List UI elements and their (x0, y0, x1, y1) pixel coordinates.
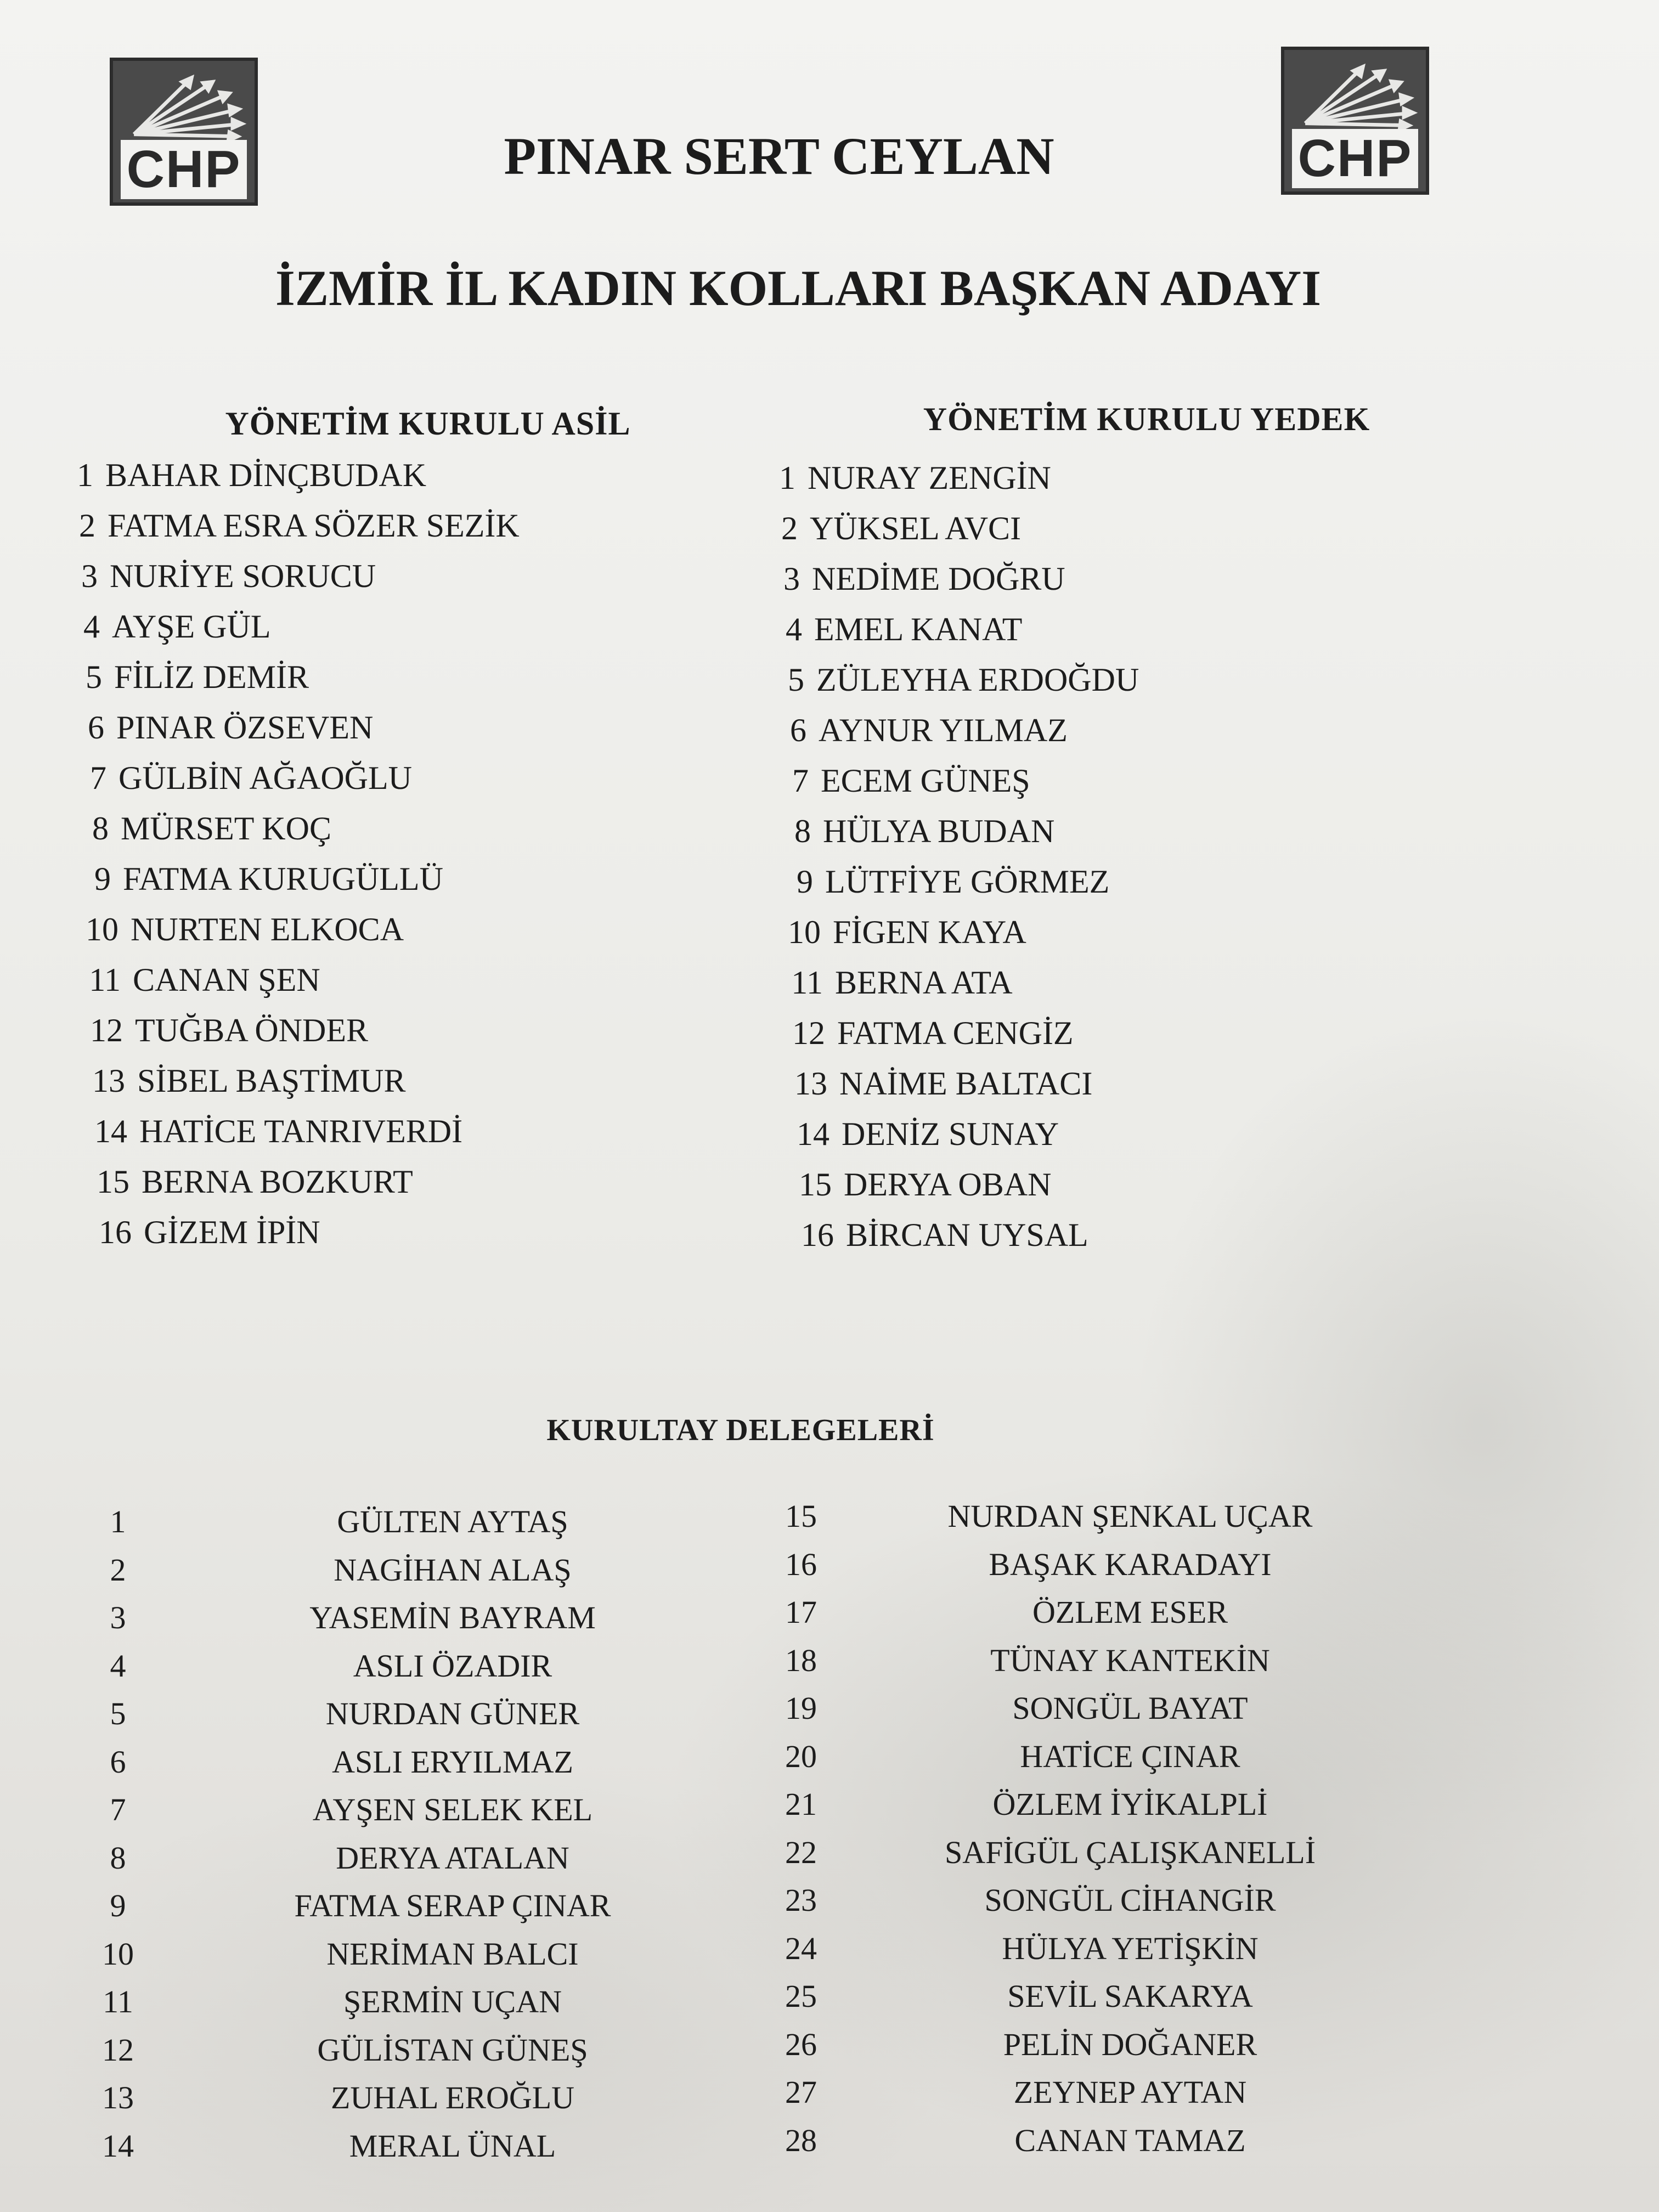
delegate-row (91, 2122, 661, 2170)
item-number: 4 (786, 611, 802, 647)
delegate-row (774, 1541, 1377, 1589)
item-name: HÜLYA BUDAN (823, 813, 1055, 849)
list-item (757, 453, 1130, 503)
delegate-number: 9 (110, 1888, 126, 1923)
list-item (770, 755, 1143, 806)
delegate-name: PELİN DOĞANER (1003, 2026, 1257, 2062)
list-item (75, 904, 537, 955)
item-number: 7 (90, 760, 106, 796)
item-number: 15 (799, 1166, 832, 1203)
item-number: 14 (94, 1113, 127, 1149)
item-number: 9 (94, 861, 111, 897)
item-name: DENİZ SUNAY (842, 1116, 1059, 1152)
list-item (761, 554, 1135, 604)
delegate-name: NAGİHAN ALAŞ (334, 1551, 572, 1588)
delegate-number: 28 (785, 2122, 817, 2158)
item-name: FATMA ESRA SÖZER SEZİK (108, 507, 520, 544)
item-number: 12 (90, 1012, 123, 1048)
delegates-left-list (91, 1498, 661, 2170)
delegate-name: YASEMİN BAYRAM (309, 1600, 596, 1635)
delegate-number: 6 (110, 1743, 126, 1780)
delegate-number: 26 (785, 2026, 817, 2062)
delegate-number: 19 (785, 1690, 817, 1726)
item-number: 12 (792, 1015, 825, 1051)
item-number: 10 (788, 914, 821, 950)
delegate-number: 22 (785, 1834, 817, 1870)
asil-title: YÖNETİM KURULU ASİL (225, 405, 631, 442)
item-number: 5 (788, 662, 804, 698)
delegate-number: 16 (785, 1546, 817, 1582)
item-number: 3 (81, 558, 98, 594)
list-item (764, 604, 1137, 654)
item-name: BERNA BOZKURT (142, 1164, 413, 1200)
delegate-name: SEVİL SAKARYA (1007, 1978, 1253, 2014)
delegate-row (91, 2074, 661, 2122)
delegate-number: 13 (102, 2080, 134, 2115)
item-name: NURAY ZENGİN (808, 460, 1051, 496)
item-name: GÜLBİN AĞAOĞLU (119, 760, 412, 796)
delegate-name: CANAN TAMAZ (1014, 2122, 1246, 2158)
list-item (788, 1159, 1161, 1210)
delegate-name: SAFİGÜL ÇALIŞKANELLİ (944, 1834, 1316, 1870)
delegate-row (774, 1733, 1377, 1781)
list-item (88, 1207, 550, 1257)
delegate-number: 15 (785, 1498, 817, 1534)
delegate-number: 21 (785, 1786, 817, 1822)
list-item (786, 1109, 1159, 1159)
list-item (72, 854, 535, 904)
item-name: GİZEM İPİN (144, 1214, 320, 1250)
delegate-row (774, 1780, 1377, 1829)
item-name: DERYA OBAN (844, 1166, 1052, 1203)
item-name: LÜTFİYE GÖRMEZ (825, 864, 1110, 900)
delegate-number: 2 (110, 1551, 126, 1588)
item-number: 11 (89, 962, 121, 998)
item-number: 8 (92, 810, 109, 847)
item-name: YÜKSEL AVCI (810, 510, 1022, 546)
asil-list (55, 450, 520, 1257)
delegate-row (774, 2021, 1377, 2069)
delegate-name: ŞERMİN UÇAN (343, 1984, 562, 2019)
yedek-list (757, 453, 1139, 1260)
list-item (81, 1056, 544, 1106)
delegate-name: AYŞEN SELEK KEL (312, 1792, 593, 1827)
delegate-number: 5 (110, 1696, 126, 1731)
item-name: ZÜLEYHA ERDOĞDU (816, 662, 1139, 698)
delegate-name: HÜLYA YETİŞKİN (1002, 1930, 1259, 1966)
delegate-number: 23 (785, 1882, 817, 1918)
delegate-row (774, 1972, 1377, 2021)
delegate-row (91, 1930, 661, 1978)
delegate-row (774, 1637, 1377, 1685)
list-item (766, 654, 1139, 705)
item-name: NURİYE SORUCU (110, 558, 376, 594)
delegate-number: 24 (785, 1930, 817, 1966)
delegate-row (91, 1978, 661, 2026)
delegate-name: FATMA SERAP ÇINAR (294, 1888, 611, 1923)
delegate-name: DERYA ATALAN (336, 1839, 569, 1876)
item-number: 15 (97, 1164, 129, 1200)
list-item (57, 500, 520, 551)
item-name: NAİME BALTACI (839, 1065, 1093, 1102)
list-item (790, 1210, 1163, 1260)
item-number: 9 (797, 864, 813, 900)
delegate-number: 17 (785, 1594, 817, 1630)
delegate-row (91, 1786, 661, 1834)
delegate-name: ASLI ERYILMAZ (332, 1743, 573, 1780)
delegate-name: TÜNAY KANTEKİN (990, 1642, 1270, 1678)
delegate-name: GÜLTEN AYTAŞ (337, 1504, 568, 1539)
delegate-number: 4 (110, 1647, 126, 1684)
list-item (783, 1058, 1156, 1109)
delegate-row (774, 1829, 1377, 1877)
delegate-number: 7 (110, 1792, 126, 1827)
logo-text: CHP (1292, 129, 1418, 188)
item-number: 4 (83, 608, 100, 645)
item-name: NURTEN ELKOCA (131, 911, 404, 947)
delegate-row (774, 1492, 1377, 1541)
delegate-number: 11 (103, 1984, 133, 2019)
delegate-row (774, 2117, 1377, 2165)
list-item (79, 1005, 541, 1056)
delegate-number: 25 (785, 1978, 817, 2014)
delegate-row (91, 1834, 661, 1882)
item-name: MÜRSET KOÇ (121, 810, 331, 847)
list-item (86, 1156, 548, 1207)
item-number: 16 (801, 1217, 834, 1253)
delegate-name: HATİCE ÇINAR (1020, 1738, 1240, 1774)
delegate-number: 3 (110, 1600, 126, 1635)
item-number: 16 (99, 1214, 132, 1250)
delegate-row (91, 1642, 661, 1690)
item-number: 2 (79, 507, 95, 544)
list-item (64, 652, 526, 702)
list-item (77, 955, 539, 1005)
delegate-number: 12 (102, 2032, 134, 2068)
list-item (779, 957, 1152, 1008)
list-item (61, 601, 524, 652)
list-item (68, 753, 531, 803)
item-number: 1 (77, 457, 93, 493)
item-number: 14 (797, 1116, 830, 1152)
delegate-number: 8 (110, 1839, 126, 1876)
delegate-name: ÖZLEM ESER (1032, 1594, 1228, 1630)
item-name: AYŞE GÜL (112, 608, 271, 645)
delegate-name: ASLI ÖZADIR (353, 1647, 552, 1684)
list-item (775, 856, 1148, 907)
item-name: EMEL KANAT (814, 611, 1023, 647)
item-name: SİBEL BAŞTİMUR (137, 1063, 406, 1099)
list-item (83, 1106, 546, 1156)
delegate-name: ZUHAL EROĞLU (330, 2080, 575, 2115)
item-number: 13 (92, 1063, 125, 1099)
yedek-title: YÖNETİM KURULU YEDEK (923, 401, 1370, 437)
item-name: BİRCAN UYSAL (846, 1217, 1088, 1253)
list-item (70, 803, 533, 854)
item-name: CANAN ŞEN (133, 962, 320, 998)
item-name: FATMA KURUGÜLLÜ (123, 861, 443, 897)
list-item (777, 907, 1150, 957)
item-name: PINAR ÖZSEVEN (116, 709, 374, 746)
item-name: FİGEN KAYA (833, 914, 1026, 950)
delegate-name: NERİMAN BALCI (326, 1936, 579, 1972)
delegate-row (91, 2026, 661, 2074)
delegate-row (91, 1738, 661, 1786)
delegate-row (91, 1594, 661, 1642)
list-item (59, 551, 522, 601)
delegate-row (774, 1588, 1377, 1637)
item-number: 6 (790, 712, 806, 748)
delegate-number: 14 (102, 2128, 134, 2164)
list-item (781, 1008, 1154, 1058)
item-name: ECEM GÜNEŞ (821, 763, 1030, 799)
kurultay-title: KURULTAY DELEGELERİ (546, 1413, 935, 1447)
delegate-name: NURDAN ŞENKAL UÇAR (947, 1498, 1313, 1534)
item-name: FİLİZ DEMİR (114, 659, 309, 695)
list-item (66, 702, 528, 753)
item-number: 11 (791, 964, 823, 1001)
item-number: 2 (781, 510, 798, 546)
delegate-name: ÖZLEM İYİKALPLİ (992, 1786, 1268, 1822)
delegate-name: SONGÜL CİHANGİR (984, 1882, 1276, 1918)
delegate-row (774, 1876, 1377, 1925)
item-number: 10 (86, 911, 119, 947)
delegate-row (91, 1498, 661, 1546)
item-name: TUĞBA ÖNDER (135, 1012, 369, 1048)
candidate-name: PINAR SERT CEYLAN (504, 127, 1054, 185)
delegate-number: 18 (785, 1642, 817, 1678)
item-number: 13 (794, 1065, 827, 1102)
item-number: 8 (794, 813, 811, 849)
logo-text: CHP (121, 140, 247, 199)
delegate-row (774, 2068, 1377, 2117)
delegate-name: MERAL ÜNAL (349, 2128, 556, 2164)
item-name: HATİCE TANRIVERDİ (139, 1113, 463, 1149)
delegate-name: BAŞAK KARADAYI (989, 1546, 1272, 1582)
candidate-title: İZMİR İL KADIN KOLLARI BAŞKAN ADAYI (275, 260, 1321, 316)
list-item (759, 503, 1132, 554)
delegate-number: 20 (785, 1738, 817, 1774)
delegate-row (91, 1882, 661, 1930)
delegate-row (774, 1684, 1377, 1733)
delegate-row (91, 1546, 661, 1594)
delegate-name: NURDAN GÜNER (325, 1696, 580, 1731)
item-name: BAHAR DİNÇBUDAK (105, 457, 427, 493)
list-item (55, 450, 517, 500)
item-name: NEDİME DOĞRU (812, 561, 1065, 597)
item-number: 6 (88, 709, 104, 746)
delegate-row (91, 1690, 661, 1738)
item-number: 3 (783, 561, 800, 597)
delegate-name: GÜLİSTAN GÜNEŞ (317, 2032, 588, 2068)
delegate-name: ZEYNEP AYTAN (1013, 2074, 1247, 2110)
item-number: 5 (86, 659, 102, 695)
item-name: BERNA ATA (835, 964, 1013, 1001)
delegate-number: 1 (110, 1504, 126, 1539)
delegate-row (774, 1925, 1377, 1973)
delegates-right-list (774, 1492, 1377, 2164)
list-item (772, 806, 1146, 856)
list-item (768, 705, 1141, 755)
item-number: 1 (779, 460, 795, 496)
item-name: FATMA CENGİZ (837, 1015, 1074, 1051)
delegate-number: 27 (785, 2074, 817, 2110)
item-number: 7 (792, 763, 809, 799)
delegate-number: 10 (102, 1936, 134, 1972)
item-name: AYNUR YILMAZ (819, 712, 1068, 748)
delegate-name: SONGÜL BAYAT (1012, 1690, 1248, 1726)
